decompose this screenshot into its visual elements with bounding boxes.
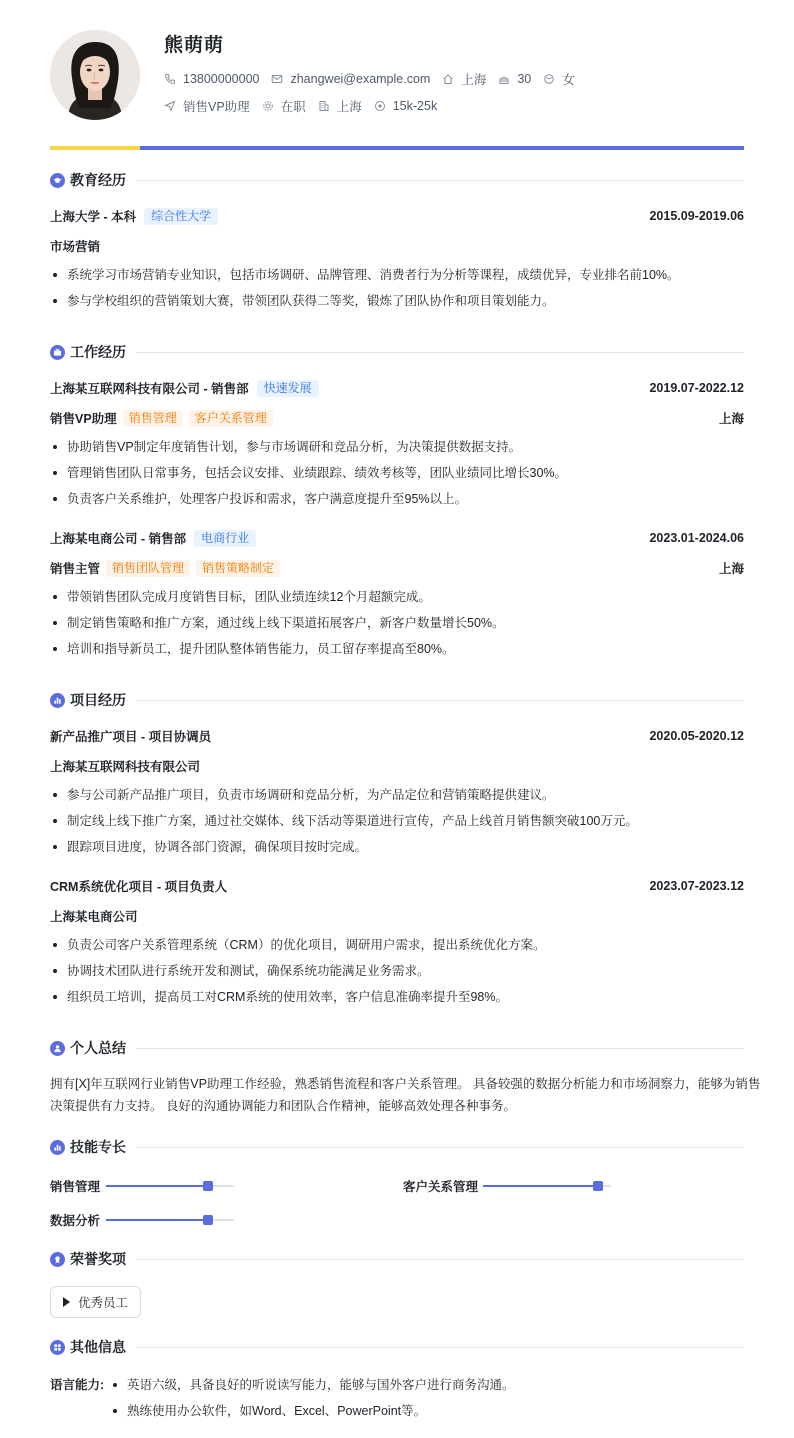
award-item (50, 1286, 141, 1318)
skill-level-fill (106, 1219, 208, 1221)
project-name: CRM系统优化项目 - 项目负责人 (50, 880, 228, 894)
project-entry (50, 727, 744, 860)
skill-level-bar (483, 1185, 611, 1187)
work-bullets (50, 434, 744, 512)
user-icon (50, 1041, 65, 1056)
list-item: 参与公司新产品推广项目，负责市场调研和竞品分析，为产品定位和营销策略提供建议。 (50, 782, 744, 808)
medal-icon (50, 1252, 65, 1267)
gear-icon (262, 100, 274, 112)
skill-level-bar (106, 1219, 234, 1221)
education-heading: 教育经历 (70, 172, 126, 188)
skill-name: 销售管理 (50, 1180, 101, 1194)
skill-level-fill (106, 1185, 208, 1187)
resume-header (50, 0, 744, 146)
status-info (262, 97, 306, 115)
list-item: 制定销售策略和推广方案，通过线上线下渠道拓展客户，新客户数量增长50%。 (50, 610, 744, 636)
projects-section-title (50, 690, 744, 710)
honors-section (50, 1249, 744, 1310)
list-item: 系统学习市场营销专业知识，包括市场调研、品牌管理、消费者行为分析等课程，成绩优异，专业排名前10%。 (50, 262, 744, 288)
education-section-title (50, 170, 744, 190)
avatar (50, 30, 140, 120)
skill-item (403, 1177, 611, 1195)
summary-text (50, 1073, 761, 1117)
skills-heading: 技能专长 (70, 1139, 126, 1155)
projects-section (50, 690, 744, 1004)
summary-heading: 个人总结 (70, 1040, 126, 1056)
email-text: zhangwei@example.com (290, 72, 431, 86)
graduation-cap-icon (50, 173, 65, 188)
grid-icon (50, 1340, 65, 1355)
list-item: 负责客户关系维护，处理客户投诉和需求，客户满意度提升至95%以上。 (50, 486, 744, 512)
skill-level-knob (203, 1181, 213, 1191)
project-company: 上海某互联网科技有限公司 (50, 760, 201, 774)
work-city: 上海 (718, 412, 744, 426)
projects-heading: 项目经历 (70, 692, 126, 708)
award-name: 优秀员工 (78, 1296, 129, 1310)
project-bullets (50, 782, 744, 860)
target-city-info (318, 97, 362, 115)
gender-text: 女 (562, 73, 575, 87)
list-item: 英语六级，具备良好的听说读写能力，能够与国外客户进行商务沟通。 (110, 1372, 515, 1398)
skills-section-title (50, 1137, 744, 1157)
list-item: 管理销售团队日常事务，包括会议安排、业绩跟踪、绩效考核等，团队业绩同比增长30%。 (50, 460, 744, 486)
company-name: 上海某互联网科技有限公司 - 销售部 (50, 382, 249, 396)
cake-icon (498, 73, 510, 85)
target-position-info (164, 97, 250, 115)
other-heading: 其他信息 (70, 1339, 126, 1355)
work-bullets (50, 584, 744, 662)
skill-tag: 销售策略制定 (196, 560, 280, 577)
skills-section (50, 1137, 744, 1237)
avatar-portrait-icon (50, 30, 140, 120)
play-icon (63, 1297, 70, 1307)
work-section (50, 342, 744, 656)
work-entry (50, 529, 744, 662)
company-name: 上海某电商公司 - 销售部 (50, 532, 187, 546)
target-city-text: 上海 (336, 100, 362, 114)
skill-level-fill (483, 1185, 598, 1187)
list-item: 带领销售团队完成月度销售目标，团队业绩连续12个月超额完成。 (50, 584, 744, 610)
major-name: 市场营销 (50, 240, 101, 254)
language-row (50, 1372, 744, 1424)
work-entry (50, 379, 744, 512)
briefcase-icon (50, 345, 65, 360)
salary-info (374, 99, 437, 113)
gender-info (543, 70, 575, 88)
list-item: 协助销售VP制定年度销售计划，参与市场调研和竞品分析，为决策提供数据支持。 (50, 434, 744, 460)
skill-level-knob (203, 1215, 213, 1225)
skill-name: 数据分析 (50, 1214, 101, 1228)
location-info (442, 70, 486, 88)
skill-tag: 客户关系管理 (189, 410, 273, 427)
honors-section-title (50, 1249, 744, 1269)
send-icon (164, 100, 176, 112)
list-item: 培训和指导新员工，提升团队整体销售能力，员工留存率提高至80%。 (50, 636, 744, 662)
education-bullets (50, 262, 744, 314)
summary-line: 拥有[X]年互联网行业销售VP助理工作经验，熟悉销售流程和客户关系管理。 具备较强的数据分析能力和市场洞察力，能够为销售 (50, 1077, 761, 1091)
school-name: 上海大学 - 本科 (50, 210, 137, 224)
section-rule (136, 1347, 744, 1348)
education-section (50, 170, 744, 308)
salary-text: 15k-25k (392, 99, 438, 113)
project-company: 上海某电商公司 (50, 910, 138, 924)
work-heading: 工作经历 (70, 344, 126, 360)
work-section-title (50, 342, 744, 362)
list-item: 协调技术团队进行系统开发和测试，确保系统功能满足业务需求。 (50, 958, 744, 984)
section-rule (136, 352, 744, 353)
summary-section (50, 1038, 761, 1113)
home-icon (442, 73, 454, 85)
mail-icon (271, 73, 283, 85)
section-rule (136, 1259, 744, 1260)
education-entry (50, 207, 744, 314)
skill-name: 客户关系管理 (403, 1180, 479, 1194)
age-text: 30 (517, 72, 532, 86)
target-position-text: 销售VP助理 (183, 100, 250, 114)
contact-info-row (164, 70, 587, 88)
summary-line: 决策提供有力支持。 良好的沟通协调能力和团队合作精神，能够高效处理各种事务。 (50, 1099, 516, 1113)
header-divider-accent (50, 146, 140, 150)
company-tag: 快速发展 (257, 380, 319, 397)
skill-level-bar (106, 1185, 234, 1187)
building-icon (318, 100, 330, 112)
company-tag: 电商行业 (194, 530, 256, 547)
age-info (498, 72, 531, 86)
other-section-title (50, 1337, 744, 1357)
skill-level-knob (593, 1181, 603, 1191)
other-section (50, 1337, 744, 1418)
list-item: 参与学校组织的营销策划大赛，带领团队获得二等奖，锻炼了团队协作和项目策划能力。 (50, 288, 744, 314)
coin-icon (374, 100, 386, 112)
work-date: 2019.07-2022.12 (649, 381, 744, 395)
skill-item (50, 1177, 234, 1195)
phone-icon (164, 73, 176, 85)
status-text: 在职 (280, 100, 306, 114)
list-item: 跟踪项目进度，协调各部门资源，确保项目按时完成。 (50, 834, 744, 860)
section-rule (136, 180, 744, 181)
candidate-name: 熊萌萌 (164, 35, 225, 56)
skill-item (50, 1211, 234, 1229)
phone-text: 13800000000 (183, 72, 260, 86)
language-label: 语言能力: (50, 1378, 105, 1392)
project-bullets (50, 932, 744, 1010)
job-position: 销售主管 (50, 562, 101, 576)
phone-info (164, 72, 259, 86)
education-date: 2015.09-2019.06 (649, 209, 744, 223)
list-item: 熟练使用办公软件，如Word、Excel、PowerPoint等。 (110, 1398, 515, 1424)
school-tag: 综合性大学 (144, 208, 218, 225)
location-text: 上海 (461, 73, 487, 87)
job-position: 销售VP助理 (50, 412, 117, 426)
header-divider (50, 146, 744, 150)
chart-icon (50, 693, 65, 708)
list-item: 组织员工培训，提高员工对CRM系统的使用效率，客户信息准确率提升至98%。 (50, 984, 744, 1010)
work-city: 上海 (718, 562, 744, 576)
chart-icon (50, 1140, 65, 1155)
section-rule (136, 1048, 744, 1049)
email-info (271, 72, 430, 86)
project-entry (50, 877, 744, 1010)
gender-icon (543, 73, 555, 85)
section-rule (136, 1147, 744, 1148)
list-item: 负责公司客户关系管理系统（CRM）的优化项目，调研用户需求，提出系统优化方案。 (50, 932, 744, 958)
project-date: 2020.05-2020.12 (649, 729, 744, 743)
project-name: 新产品推广项目 - 项目协调员 (50, 730, 212, 744)
job-intent-row (164, 97, 449, 115)
summary-section-title (50, 1038, 744, 1058)
other-bullets (110, 1372, 515, 1424)
skill-tag: 销售团队管理 (106, 560, 190, 577)
skill-tag: 销售管理 (123, 410, 183, 427)
list-item: 制定线上线下推广方案，通过社交媒体、线下活动等渠道进行宣传，产品上线首月销售额突破100万元。 (50, 808, 744, 834)
section-rule (136, 700, 744, 701)
honors-heading: 荣誉奖项 (70, 1251, 126, 1267)
work-date: 2023.01-2024.06 (649, 531, 744, 545)
project-date: 2023.07-2023.12 (649, 879, 744, 893)
